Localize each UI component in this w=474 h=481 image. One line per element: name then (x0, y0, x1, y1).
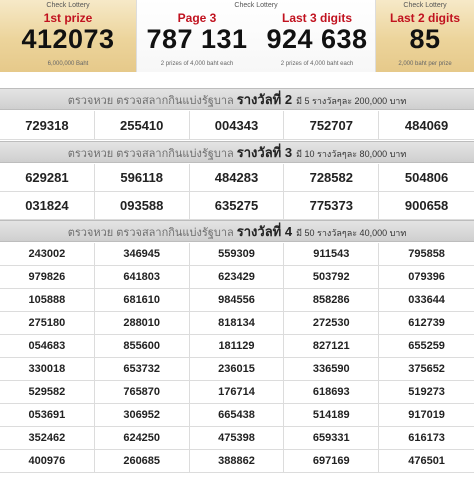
prize-number-cell: 752707 (284, 111, 379, 139)
page3-prize (137, 0, 257, 72)
page3-label: Page 3 (177, 11, 217, 25)
prize-number-cell: 255410 (95, 111, 190, 139)
prize-number-cell: 979826 (0, 266, 95, 288)
prize-number-cell: 236015 (190, 358, 285, 380)
prize-number-cell: 243002 (0, 243, 95, 265)
table-row (0, 335, 474, 358)
prize-number-cell: 079396 (408, 271, 445, 283)
header-site-text: ตรวจหวย ตรวจสลากกินแบ่งรัฐบาล (67, 95, 234, 107)
prize-number-cell: 911543 (284, 243, 379, 265)
prize-number-cell: 818134 (190, 312, 285, 334)
prize-number-cell: 346945 (95, 243, 190, 265)
prize-number-cell: 596118 (95, 164, 190, 191)
table-row (0, 111, 474, 140)
prize-number-cell: 616173 (408, 432, 445, 444)
table-row (0, 450, 474, 473)
prize-number-cell: 336590 (284, 358, 379, 380)
prize-number-cell: 504806 (404, 170, 449, 185)
prize-number-cell: 728582 (284, 164, 379, 191)
prize-number-cell: 765870 (95, 381, 190, 403)
prize-number-cell: 655259 (408, 340, 445, 352)
prize-number-cell: 514189 (284, 404, 379, 426)
last2-label: Last 2 digits (389, 11, 460, 25)
prize-section-header (0, 141, 474, 163)
prize-number-cell: 306952 (95, 404, 190, 426)
header-prize-detail: มี 50 รางวัลๆละ 40,000 บาท (296, 228, 407, 238)
prize-number-cell: 105888 (0, 289, 95, 311)
first-prize-number: 412073 (21, 24, 115, 54)
prize-number-cell: 176714 (190, 381, 285, 403)
prize-number-cell: 272530 (284, 312, 379, 334)
prize-number-cell: 618693 (284, 381, 379, 403)
check-lottery-label: Check Lottery (403, 2, 447, 9)
check-lottery-label: Check Lottery (46, 2, 90, 9)
header-site-text: ตรวจหวย ตรวจสลากกินแบ่งรัฐบาล (67, 227, 234, 239)
first-prize-amount: 6,000,000 Baht (47, 61, 89, 67)
table-row (0, 358, 474, 381)
prize-number-cell: 529582 (0, 381, 95, 403)
prize-number-cell: 352462 (0, 427, 95, 449)
prize-number-cell: 623429 (190, 266, 285, 288)
last2-amount: 2,000 baht per prize (398, 61, 452, 67)
prize-section-header (0, 88, 474, 110)
table-row (0, 381, 474, 404)
prize-number-cell: 795858 (408, 248, 445, 260)
last2-box (376, 0, 474, 72)
header-prize-detail: มี 5 รางวัลๆละ 200,000 บาท (296, 96, 407, 106)
table-row (0, 289, 474, 312)
prize-number-cell: 375652 (408, 363, 445, 375)
prize-number-cell: 484069 (404, 117, 449, 133)
prize-number-cell: 900658 (404, 198, 449, 213)
prize-number-cell: 641803 (95, 266, 190, 288)
prize-number-cell: 388862 (190, 450, 285, 472)
header-prize-tier: รางวัลที่ 2 (236, 92, 293, 107)
prize-number-cell: 681610 (95, 289, 190, 311)
prize-number-cell: 484283 (190, 164, 285, 191)
table-row (0, 243, 474, 266)
prize-number-cell: 330018 (0, 358, 95, 380)
prize-number-cell: 476501 (408, 455, 445, 467)
header-prize-tier: รางวัลที่ 4 (236, 224, 293, 239)
header-prize-tier: รางวัลที่ 3 (236, 145, 293, 160)
first-prize-box (0, 0, 136, 72)
prize-number-cell: 635275 (190, 192, 285, 219)
prize-number-cell: 559309 (190, 243, 285, 265)
page3-number: 787 131 (146, 24, 248, 54)
prize-number-cell: 475398 (190, 427, 285, 449)
table-row (0, 164, 474, 192)
prize-number-cell: 503792 (284, 266, 379, 288)
prize-number-cell: 288010 (95, 312, 190, 334)
prize-number-cell: 659331 (284, 427, 379, 449)
prize-number-cell: 827121 (284, 335, 379, 357)
three-digit-box (136, 0, 376, 72)
last3-number: 924 638 (266, 24, 368, 54)
last3-amount: 2 prizes of 4,000 baht each (280, 61, 354, 67)
prize-number-cell: 053691 (0, 404, 95, 426)
first-prize-label: 1st prize (43, 11, 93, 25)
prize-number-cell: 775373 (284, 192, 379, 219)
prize-banner (0, 0, 474, 72)
table-row (0, 192, 474, 220)
last3-label: Last 3 digits (281, 11, 352, 25)
last3-prize (257, 0, 377, 72)
prize-number-cell: 093588 (95, 192, 190, 219)
prize-number-cell: 624250 (95, 427, 190, 449)
prize-number-cell: 400976 (0, 450, 95, 472)
table-row (0, 404, 474, 427)
prize-number-cell: 275180 (0, 312, 95, 334)
prize-number-cell: 697169 (284, 450, 379, 472)
prize-number-cell: 612739 (408, 317, 445, 329)
prize-number-cell: 729318 (0, 111, 95, 139)
prize-section-header (0, 220, 474, 242)
prize-number-cell: 917019 (408, 409, 445, 421)
table-row (0, 427, 474, 450)
prize-number-cell: 519273 (408, 386, 445, 398)
prize-number-cell: 004343 (190, 111, 285, 139)
prize-number-cell: 260685 (95, 450, 190, 472)
header-site-text: ตรวจหวย ตรวจสลากกินแบ่งรัฐบาล (67, 148, 234, 160)
page3-amount: 2 prizes of 4,000 baht each (160, 61, 234, 67)
prize-number-cell: 665438 (190, 404, 285, 426)
prize-number-cell: 858286 (284, 289, 379, 311)
table-row (0, 266, 474, 289)
prize-number-cell: 031824 (0, 192, 95, 219)
prize-number-cell: 054683 (0, 335, 95, 357)
check-lottery-label: Check Lottery (234, 2, 278, 9)
prize-number-cell: 629281 (0, 164, 95, 191)
prize-number-cell: 984556 (190, 289, 285, 311)
table-row (0, 312, 474, 335)
last2-number: 85 (409, 24, 441, 54)
prize-number-cell: 181129 (190, 335, 285, 357)
prize-number-cell: 855600 (95, 335, 190, 357)
prize-number-cell: 033644 (408, 294, 445, 306)
prize-number-cell: 653732 (95, 358, 190, 380)
header-prize-detail: มี 10 รางวัลๆละ 80,000 บาท (296, 149, 407, 159)
